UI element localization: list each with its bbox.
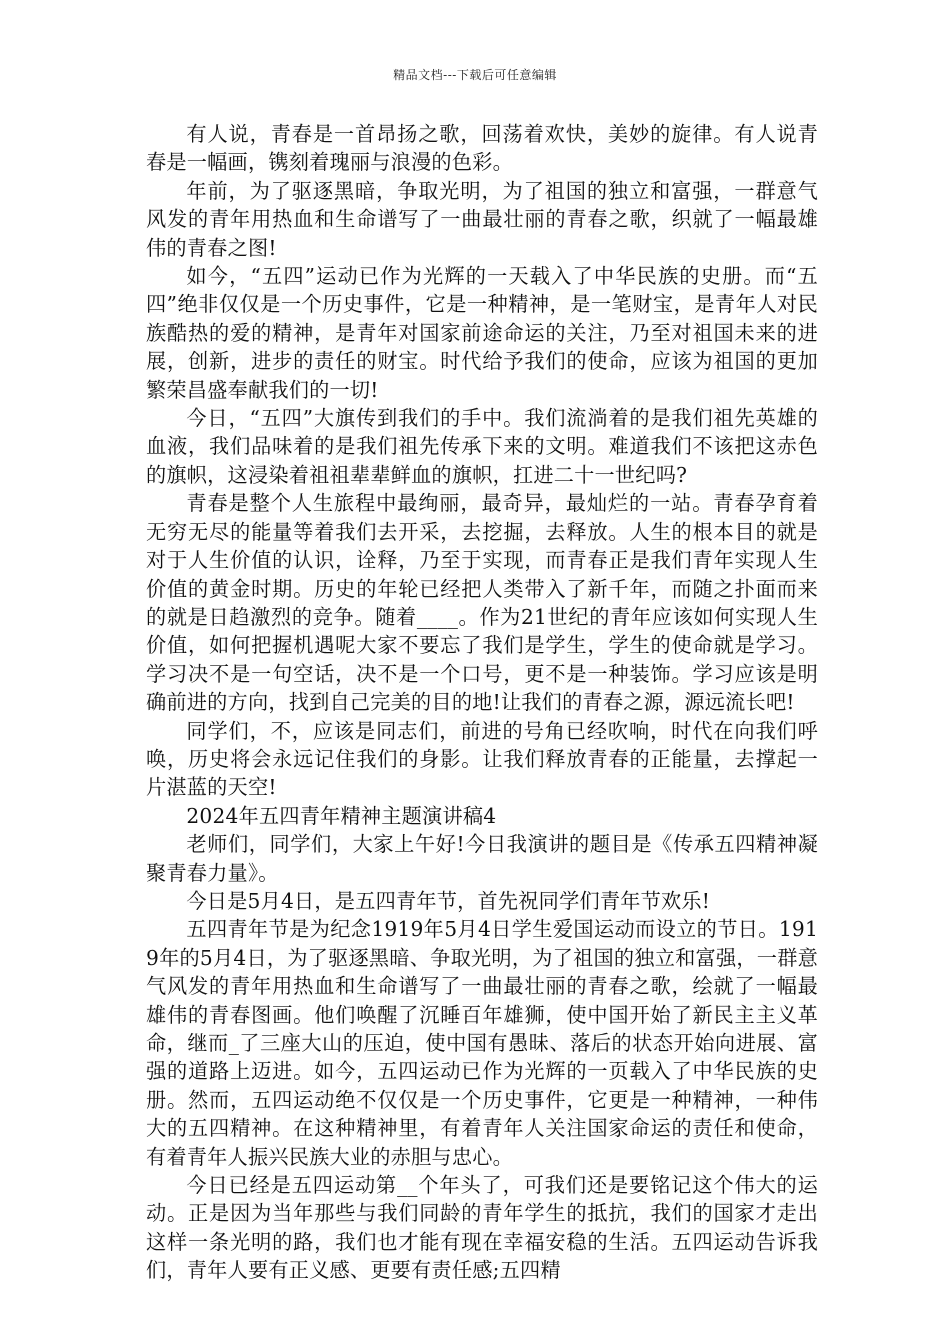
paragraph: 有人说，青春是一首昂扬之歌，回荡着欢快，美妙的旋律。有人说青春是一幅画，镌刻着瑰丽与浪漫的色彩。 [146,122,818,175]
paragraph: 五四青年节是为纪念1919年5月4日学生爱国运动而设立的节日。1919年的5月4日，为了驱逐黑暗、争取光明，为了祖国的独立和富强，一群意气风发的青年用热血和生命谱写了一曲最壮丽的青春之歌，绘就了一幅最雄伟的青春图画。他们唤醒了沉睡百年雄狮，使中国开始了新民主主义革命，继而_了三座大山的压迫，使中国有愚昧、落后的状态开始向进展、富强的道路上迈进。如今，五四运动已作为光辉的一页载入了中华民族的史册。然而，五四运动绝不仅仅是一个历史事件，它更是一种精神，一种伟大的五四精神。在这种精神里，有着青年人关注国家命运的责任和使命，有着青年人振兴民族大业的赤胆与忠心。 [146,917,818,1169]
page-header: 精品文档---下载后可任意编辑 [393,68,557,82]
paragraph: 今日已经是五四运动第__个年头了，可我们还是要铭记这个伟大的运动。正是因为当年那些与我们同龄的青年学生的抵抗，我们的国家才走出这样一条光明的路，我们也才能有现在幸福安稳的生活。五四运动告诉我们，青年人要有正义感、更要有责任感;五四精 [146,1173,818,1283]
section-heading: 2024年五四青年精神主题演讲稿4 [186,803,497,828]
paragraph: 今日是5月4日，是五四青年节，首先祝同学们青年节欢乐! [186,888,711,913]
paragraph: 年前，为了驱逐黑暗，争取光明，为了祖国的独立和富强，一群意气风发的青年用热血和生命谱写了一曲最壮丽的青春之歌，织就了一幅最雄伟的青春之图! [146,178,818,260]
paragraph: 今日，“五四”大旗传到我们的手中。我们流淌着的是我们祖先英雄的血液，我们品味着的是我们祖先传承下来的文明。难道我们不该把这赤色的旗帜，这浸染着祖祖辈辈鲜血的旗帜，扛进二十一世纪吗? [146,406,818,487]
paragraph: 同学们，不，应该是同志们，前进的号角已经吹响，时代在向我们呼唤，历史将会永远记住我们的身影。让我们释放青春的正能量，去撑起一片湛蓝的天空! [146,718,818,800]
document-body [146,120,818,1285]
paragraph: 青春是整个人生旅程中最绚丽，最奇异，最灿烂的一站。青春孕育着无穷无尽的能量等着我们去开采，去挖掘，去释放。人生的根本目的就是对于人生价值的认识，诠释，乃至于实现，而青春正是我们青年实现人生价值的黄金时期。历史的年轮已经把人类带入了新千年，而随之扑面而来的就是日趋激烈的竞争。随着____。作为21世纪的青年应该如何实现人生价值，如何把握机遇呢大家不要忘了我们是学生，学生的使命就是学习。学习决不是一句空话，决不是一个口号，更不是一种装饰。学习应该是明确前进的方向，找到自己完美的目的地!让我们的青春之源，源远流长吧! [146,491,818,715]
paragraph: 老师们，同学们，大家上午好!今日我演讲的题目是《传承五四精神凝聚青春力量》。 [146,832,818,885]
paragraph: 如今，“五四”运动已作为光辉的一天载入了中华民族的史册。而“五四”绝非仅仅是一个历史事件，它是一种精神，是一笔财宝，是青年人对民族酷热的爱的精神，是青年对国家前途命运的关注，乃至对祖国未来的进展，创新，进步的责任的财宝。时代给予我们的使命，应该为祖国的更加繁荣昌盛奉献我们的一切! [146,264,818,402]
